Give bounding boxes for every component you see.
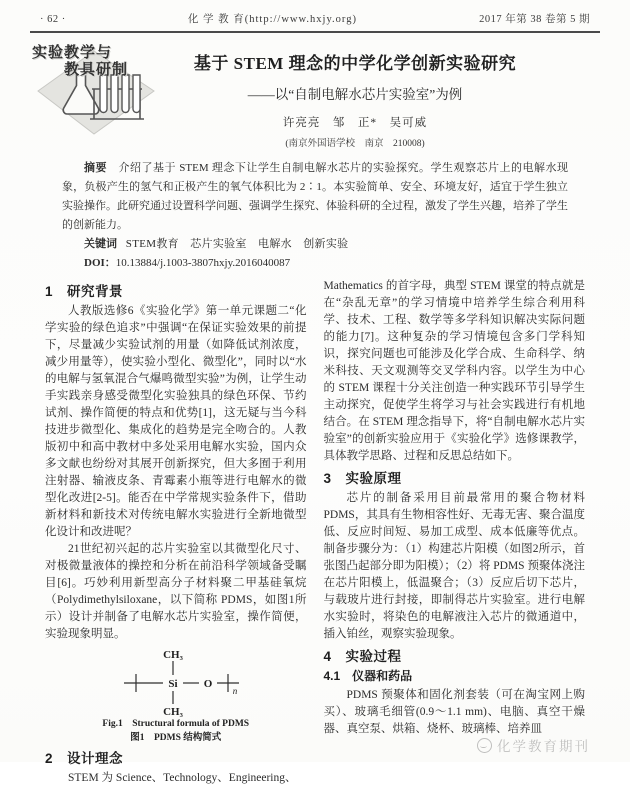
badge-text-line2: 教具研制 bbox=[64, 61, 129, 78]
section-heading-4: 4 实验过程 bbox=[323, 648, 402, 664]
title-block bbox=[30, 39, 600, 149]
keywords-line bbox=[62, 235, 568, 254]
pdms-structure-figure bbox=[45, 647, 307, 745]
doi-line bbox=[62, 254, 568, 272]
watermark-text: 化学教育期刊 bbox=[497, 739, 590, 754]
section-heading-1: 1 研究背景 bbox=[45, 283, 124, 299]
body-paragraph: Mathematics 的首字母，典型 STEM 课堂的特点就是在“杂乱无章”的学习情境中培养学生综合利用科学、技术、工程、数学等多学科知识解决实际问题的能力[7]。这种复杂的学习情境包含多门学科知识，探究问题也可能涉及化学合成、生命科学、纳米科技、天文观测等交叉学科内容。以学生为中心的 STEM 课程十分关注创造一种实践环节引导学生主动探究，促使学生将学习与社会实践进行有机地结合。在 STEM 理念指导下，将“自制电解水芯片实验室”的创新实验应用于《实验化学》选修课教学，具体教学思路、过程和反思总结如下。 bbox=[323, 279, 585, 462]
figure-caption-en: Fig.1 Structural formula of PDMS bbox=[102, 718, 250, 729]
article-title: 基于 STEM 理念的中学化学创新实验研究 bbox=[193, 54, 517, 73]
left-column bbox=[45, 278, 307, 787]
page-number: · 62 · bbox=[40, 14, 66, 25]
keywords-text: STEM教育 芯片实验室 电解水 创新实验 bbox=[125, 238, 349, 250]
body-paragraph: PDMS 预聚体和固化剂套装（可在淘宝网上购买）、玻璃毛细管(0.9～1.1 mm)、电脑、真空干燥器、真空泵、烘箱、烧杯、玻璃棒、培养皿 bbox=[323, 688, 585, 735]
abstract-label: 摘要 bbox=[84, 162, 108, 174]
affiliation-line: (南京外国语学校 南京 210008) bbox=[285, 139, 425, 149]
body-paragraph: 人教版选修6《实验化学》第一单元课题二“化学实验的绿色追求”中强调“在保证实验效果的前提下，尽量减少实验试剂的用量（如降低试剂浓度，减少用量等），使实验小型化、微型化”，同时以“水的电解与氢氧混合气爆鸣微型实验”为例，让学生动手实践亲身感受微型化实验独具的绿色环保、节约试剂、操作简便的特点和优势[1]，这无疑与当今科技进步微型化、集成化的趋势是完全吻合的。人教版初中和高中教材中多处采用电解水实验，国内众多文献也纷纷对其展开创新探究，但大多囿于利用注射器、输液皮条、青霉素小瓶等进行电解水的微型化改进[2-5]。能否在中学常规实验条件下，借助新材料和新技术对传统电解水实验进行全新地微型化设计和改进呢？ bbox=[45, 304, 307, 538]
abstract-section bbox=[62, 159, 568, 235]
formula-o: O bbox=[203, 677, 213, 690]
column-category-badge bbox=[30, 39, 158, 136]
header-rule bbox=[30, 31, 600, 33]
body-paragraph: STEM 为 Science、Technology、Engineering、 bbox=[68, 771, 297, 784]
keywords-label: 关键词 bbox=[84, 238, 117, 250]
authors-line: 许亮亮 邹 正* 吴可威 bbox=[282, 117, 428, 129]
section-heading-3: 3 实验原理 bbox=[323, 470, 402, 486]
section-heading-2: 2 设计理念 bbox=[45, 750, 124, 766]
figure-caption-zh: 图1 PDMS 结构简式 bbox=[130, 732, 222, 743]
issue-info: 2017 年第 38 卷第 5 期 bbox=[479, 14, 590, 25]
doi-value: 10.13884/j.1003-3807hxjy.2016040087 bbox=[115, 256, 291, 269]
formula-si: Si bbox=[168, 677, 178, 690]
body-paragraph: 21世纪初兴起的芯片实验室以其微型化尺寸、对极微量液体的操控和分析在前沿科学领域备受瞩目[6]。巧妙利用新型高分子材料聚二甲基硅氧烷（Polydimethylsiloxane，以下简称 PDMS，如图1所示）设计并制备了电解水芯片实验室，操作简便，实验现象明显。 bbox=[45, 542, 307, 640]
two-column-body bbox=[30, 272, 600, 787]
abstract-text: 介绍了基于 STEM 理念下让学生自制电解水芯片的实验探究。学生观察芯片上的电解水现象，负极产生的氢气和正极产生的氧气体积比为 2∶1。本实验简单、安全、环境友好，适宜于学生独立实验操作。此研究通过设置科学问题、强调学生探究、体验科研的全过程，激发了学生兴趣，培养了学生的创新能力。 bbox=[62, 162, 569, 231]
formula-ch3-bottom: CH₃ bbox=[162, 705, 183, 718]
running-head bbox=[30, 0, 600, 31]
doi-label: DOI： bbox=[84, 256, 116, 269]
subsection-heading-4-1: 4.1 仪器和药品 bbox=[323, 668, 413, 683]
formula-ch3-top: CH₃ bbox=[162, 648, 183, 661]
right-column bbox=[324, 278, 586, 787]
body-paragraph: 芯片的制备采用目前最常用的聚合物材料 PDMS，其具有生物相容性好、无毒无害、聚合温度低、反应时间短、易加工成型、成本低廉等优点。制备步骤分为：（1）构建芯片阳模（如图2所示，首张图凸起部分即为阳模）；（2）将 PDMS 预聚体浇注在芯片阳模上，低温聚合；（3）反应后切下芯片，与载玻片进行封接，即制得芯片实验室。进行电解水实验时，将染色的电解液注入芯片的微通道中，插入铂丝，观察实验现象。 bbox=[323, 491, 585, 640]
article-subtitle: ——以“自制电解水芯片实验室”为例 bbox=[247, 87, 463, 102]
formula-n-subscript: n bbox=[232, 685, 237, 696]
pdms-structure-diagram bbox=[106, 647, 246, 717]
journal-title: 化 学 教 育(http://www.hxjy.org) bbox=[187, 14, 357, 25]
badge-text-line1: 实验教学与 bbox=[32, 44, 113, 61]
